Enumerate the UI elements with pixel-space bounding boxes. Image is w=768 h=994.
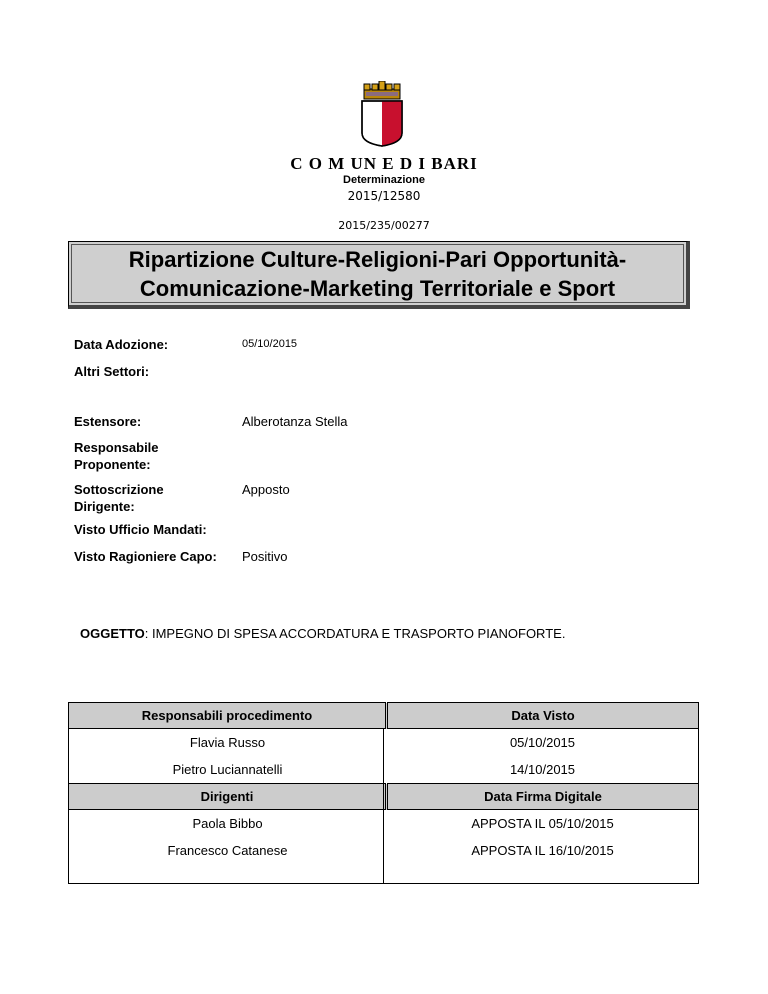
cell-signature: APPOSTA IL 05/10/2015: [471, 816, 614, 831]
cell-date: 14/10/2015: [509, 762, 576, 777]
sottoscrizione-label: Sottoscrizione Dirigente:: [74, 482, 164, 514]
altri-settori-label: Altri Settori:: [74, 364, 150, 379]
data-adozione-value: 05/10/2015: [242, 338, 298, 350]
data-adozione-label: Data Adozione:: [74, 337, 169, 352]
oggetto-text: : IMPEGNO DI SPESA ACCORDATURA E TRASPORTO PIANOFORTE.: [144, 626, 566, 641]
header-data-visto: Data Visto: [387, 703, 699, 729]
estensore-label: Estensore:: [74, 414, 142, 429]
document-type: Determinazione: [343, 174, 425, 186]
organization-name: C O M UN E D I BARI: [290, 154, 478, 173]
responsabile-label: Responsabile Proponente:: [74, 440, 159, 472]
cell-name: Paola Bibbo: [192, 816, 263, 831]
cell-name: Flavia Russo: [189, 735, 266, 750]
cell-signature: APPOSTA IL 16/10/2015: [471, 843, 614, 858]
header-data-firma: Data Firma Digitale: [387, 784, 699, 810]
estensore-value: Alberotanza Stella: [242, 414, 348, 429]
sottoscrizione-value: Apposto: [242, 482, 290, 497]
table-divider: [383, 728, 384, 884]
table-header-row: [69, 703, 699, 729]
determination-number: 2015/12580: [347, 189, 421, 203]
oggetto-label: OGGETTO: [80, 626, 145, 641]
visto-mandati-label: Visto Ufficio Mandati:: [74, 522, 207, 537]
department-banner: [68, 241, 690, 309]
header-dirigenti: Dirigenti: [69, 784, 387, 810]
cell-date: 05/10/2015: [509, 735, 576, 750]
oggetto-line: [80, 626, 565, 641]
city-crest-logo: [357, 81, 407, 147]
visto-ragioniere-value: Positivo: [242, 549, 288, 564]
cell-name: Pietro Luciannatelli: [172, 762, 283, 777]
department-title: Ripartizione Culture-Religioni-Pari Opportunità- Comunicazione-Marketing Territoriale e Sport: [128, 246, 627, 301]
visto-ragioniere-label: Visto Ragioniere Capo:: [74, 549, 217, 564]
determination-code: 2015/235/00277: [338, 219, 430, 232]
cell-name: Francesco Catanese: [167, 843, 288, 858]
header-responsabili: Responsabili procedimento: [69, 703, 387, 729]
